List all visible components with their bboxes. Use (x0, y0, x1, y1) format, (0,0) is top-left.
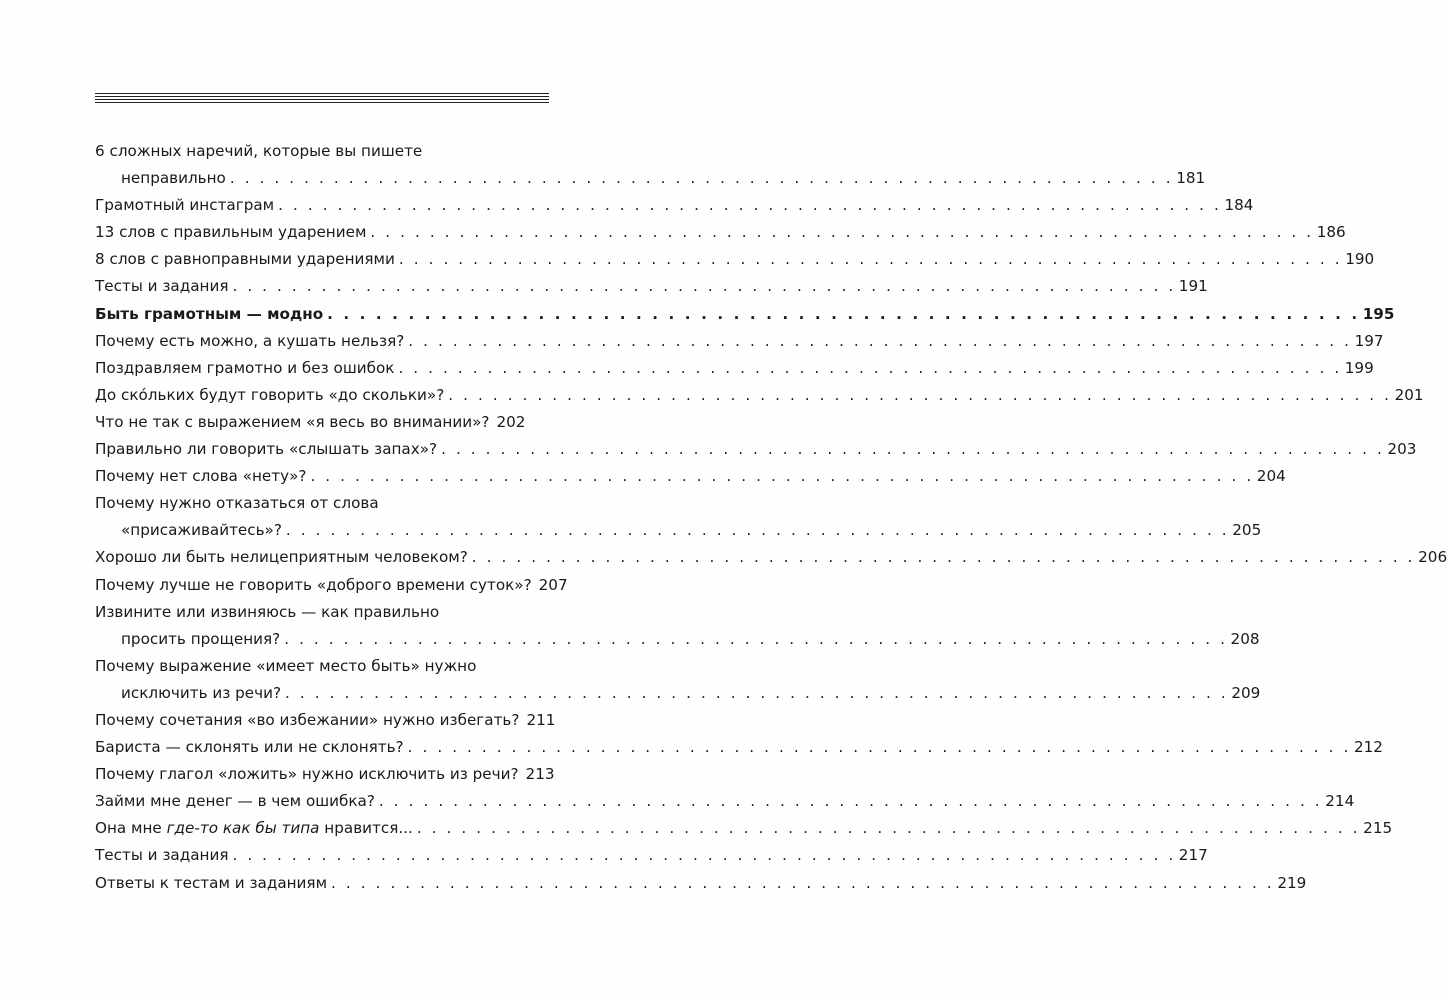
leader-dots: . . . . . . . . . . . . . . . . . . . . . . . . . . . . . . . . . . . . . . . . . . . . . . . . . . . . . . . . . . . . . . . . (278, 196, 1222, 215)
leader-dots: . . . . . . . . . . . . . . . . . . . . . . . . . . . . . . . . . . . . . . . . . . . . . . . . . . . . . . . . . . . . . . . . (229, 169, 1174, 188)
toc-entry (95, 680, 1261, 707)
toc-entry-title: неправильно (121, 169, 226, 188)
toc-entry-title: Она мне где-то как бы типа нравится... (95, 819, 413, 838)
toc-page-number: 199 (1344, 358, 1374, 377)
toc-page-number: 214 (1325, 792, 1355, 811)
toc-page-number: 211 (526, 710, 556, 729)
toc-entry-title: Что не так с выражением «я весь во внимании»? (95, 412, 490, 431)
table-of-contents (95, 138, 1447, 897)
toc-page-number: 207 (538, 575, 568, 594)
toc-entry (95, 517, 1262, 544)
leader-dots: . . . . . . . . . . . . . . . . . . . . . . . . . . . . . . . . . . . . . . . . . . . . . . . . . . . . . . . . . . . . . . . . (331, 873, 1275, 892)
toc-entry (95, 328, 1384, 355)
toc-entry-title: 8 слов с равноправными ударениями (95, 250, 395, 269)
toc-page-number: 213 (525, 765, 555, 784)
toc-entry-title: Тесты и задания (95, 277, 229, 296)
toc-page-number: 195 (1362, 304, 1395, 323)
toc-entry (95, 761, 555, 788)
toc-entry (95, 653, 519, 680)
toc-entry-title: Быть грамотным — модно (95, 304, 324, 323)
toc-entry-title: Тесты и задания (95, 846, 229, 865)
toc-page-number: 202 (496, 412, 526, 431)
toc-page-number: 208 (1230, 629, 1260, 648)
toc-entry-title: Бариста — склонять или не склонять? (95, 738, 404, 757)
toc-page-number: 190 (1345, 250, 1375, 269)
leader-dots: . . . . . . . . . . . . . . . . . . . . . . . . . . . . . . . . . . . . . . . . . . . . . . . . . . . . . . . . . . . . . . . . (327, 304, 1360, 323)
toc-entry (95, 246, 1375, 273)
toc-entry-title: Ответы к тестам и заданиям (95, 873, 328, 892)
toc-entry-title: Почему нет слова «нету»? (95, 467, 307, 486)
toc-entry-title: Поздравляем грамотно и без ошибок (95, 358, 395, 377)
toc-entry (95, 463, 1286, 490)
toc-entry (95, 734, 1383, 761)
header-rules (95, 93, 549, 105)
toc-page-number: 206 (1418, 548, 1447, 567)
leader-dots: . . . . . . . . . . . . . . . . . . . . . . . . . . . . . . . . . . . . . . . . . . . . . . . . . . . . . . . . . . . . . . . . (285, 683, 1229, 702)
toc-entry (95, 815, 1393, 842)
leader-dots: . . . . . . . . . . . . . . . . . . . . . . . . . . . . . . . . . . . . . . . . . . . . . . . . . . . . . . . . . . . . . . . . (232, 277, 1176, 296)
toc-page-number: 219 (1277, 873, 1307, 892)
toc-page-number: 204 (1256, 467, 1286, 486)
leader-dots: . . . . . . . . . . . . . . . . . . . . . . . . . . . . . . . . . . . . . . . . . . . . . . . . . . . . . . . . . . . . . . . . (284, 629, 1228, 648)
toc-entry-title: Хорошо ли быть нелицеприятным человеком? (95, 548, 468, 567)
toc-entry (95, 273, 1208, 300)
leader-dots: . . . . . . . . . . . . . . . . . . . . . . . . . . . . . . . . . . . . . . . . . . . . . . . . . . . . . . . . . . . . . . . . (378, 792, 1323, 811)
toc-entry-title: Почему лучше не говорить «доброго времени суток»? (95, 575, 532, 594)
toc-entry-title: Почему глагол «ложить» нужно исключить из речи? (95, 765, 519, 784)
toc-entry (95, 599, 519, 626)
toc-entry-title: Извините или извиняюсь — как правильно (95, 602, 440, 621)
leader-dots: . . . . . . . . . . . . . . . . . . . . . . . . . . . . . . . . . . . . . . . . . . . . . . . . . . . . . . . . . . . . . . . . (398, 358, 1342, 377)
leader-dots: . . . . . . . . . . . . . . . . . . . . . . . . . . . . . . . . . . . . . . . . . . . . . . . . . . . . . . . . . . . . . . . . (441, 440, 1385, 459)
leader-dots: . . . . . . . . . . . . . . . . . . . . . . . . . . . . . . . . . . . . . . . . . . . . . . . . . . . . . . . . . . . . . . . . (310, 467, 1254, 486)
toc-page-number: 212 (1353, 738, 1383, 757)
toc-entry-title: Правильно ли говорить «слышать запах»? (95, 440, 438, 459)
toc-entry-title: просить прощения? (121, 629, 281, 648)
leader-dots: . . . . . . . . . . . . . . . . . . . . . . . . . . . . . . . . . . . . . . . . . . . . . . . . . . . . . . . . . . . . . . . . (370, 223, 1314, 242)
toc-entry-title: Грамотный инстаграм (95, 196, 275, 215)
leader-dots: . . . . . . . . . . . . . . . . . . . . . . . . . . . . . . . . . . . . . . . . . . . . . . . . . . . . . . . . . . . . . . . . (448, 385, 1392, 404)
toc-entry-title: «присаживайтесь»? (121, 521, 282, 540)
toc-page-number: 186 (1316, 223, 1346, 242)
toc-page-number: 217 (1178, 846, 1208, 865)
toc-page-number: 215 (1363, 819, 1393, 838)
toc-entry (95, 626, 1260, 653)
toc-entry (95, 788, 1355, 815)
leader-dots: . . . . . . . . . . . . . . . . . . . . . . . . . . . . . . . . . . . . . . . . . . . . . . . . . . . . . . . . . . . . . . . . (407, 738, 1351, 757)
toc-entry (95, 138, 519, 165)
toc-entry (95, 572, 568, 599)
toc-entry-title: Займи мне денег — в чем ошибка? (95, 792, 375, 811)
toc-entry (95, 409, 526, 436)
leader-dots: . . . . . . . . . . . . . . . . . . . . . . . . . . . . . . . . . . . . . . . . . . . . . . . . . . . . . . . . . . . . . . . . (471, 548, 1416, 567)
toc-entry (95, 544, 1447, 571)
toc-entry (95, 436, 1417, 463)
toc-entry-title: Почему есть можно, а кушать нельзя? (95, 331, 405, 350)
toc-entry (95, 165, 1206, 192)
toc-entry (95, 192, 1254, 219)
leader-dots: . . . . . . . . . . . . . . . . . . . . . . . . . . . . . . . . . . . . . . . . . . . . . . . . . . . . . . . . . . . . . . . . (416, 819, 1361, 838)
leader-dots: . . . . . . . . . . . . . . . . . . . . . . . . . . . . . . . . . . . . . . . . . . . . . . . . . . . . . . . . . . . . . . . . (232, 846, 1176, 865)
toc-entry (95, 870, 1307, 897)
leader-dots: . . . . . . . . . . . . . . . . . . . . . . . . . . . . . . . . . . . . . . . . . . . . . . . . . . . . . . . . . . . . . . . . (408, 331, 1352, 350)
toc-entry-title: Почему нужно отказаться от слова (95, 494, 379, 513)
toc-page-number: 191 (1178, 277, 1208, 296)
toc-page-number: 201 (1394, 385, 1424, 404)
toc-entry (95, 842, 1208, 869)
toc-page-number: 203 (1387, 440, 1417, 459)
leader-dots: . . . . . . . . . . . . . . . . . . . . . . . . . . . . . . . . . . . . . . . . . . . . . . . . . . . . . . . . . . . . . . . . (285, 521, 1230, 540)
toc-entry (95, 707, 556, 734)
toc-entry-title: исключить из речи? (121, 683, 282, 702)
toc-entry-title: 6 сложных наречий, которые вы пишете (95, 142, 423, 160)
toc-page-number: 181 (1176, 169, 1206, 188)
toc-entry-title: Почему сочетания «во избежании» нужно избегать? (95, 710, 520, 729)
toc-page-number: 184 (1224, 196, 1254, 215)
toc-entry (95, 355, 1374, 382)
toc-entry (95, 490, 519, 517)
toc-entry-title: 13 слов с правильным ударением (95, 223, 367, 242)
toc-page-number: 205 (1232, 521, 1262, 540)
toc-entry-title: До ско́льких будут говорить «до скольки»? (95, 385, 445, 404)
toc-entry (95, 219, 1346, 246)
toc-entry-title: Почему выражение «имеет место быть» нужно (95, 656, 477, 675)
toc-page-number: 197 (1354, 331, 1384, 350)
leader-dots: . . . . . . . . . . . . . . . . . . . . . . . . . . . . . . . . . . . . . . . . . . . . . . . . . . . . . . . . . . . . . . . . (398, 250, 1343, 269)
toc-page-number: 209 (1231, 683, 1261, 702)
toc-entry (95, 301, 1395, 328)
toc-entry (95, 382, 1424, 409)
